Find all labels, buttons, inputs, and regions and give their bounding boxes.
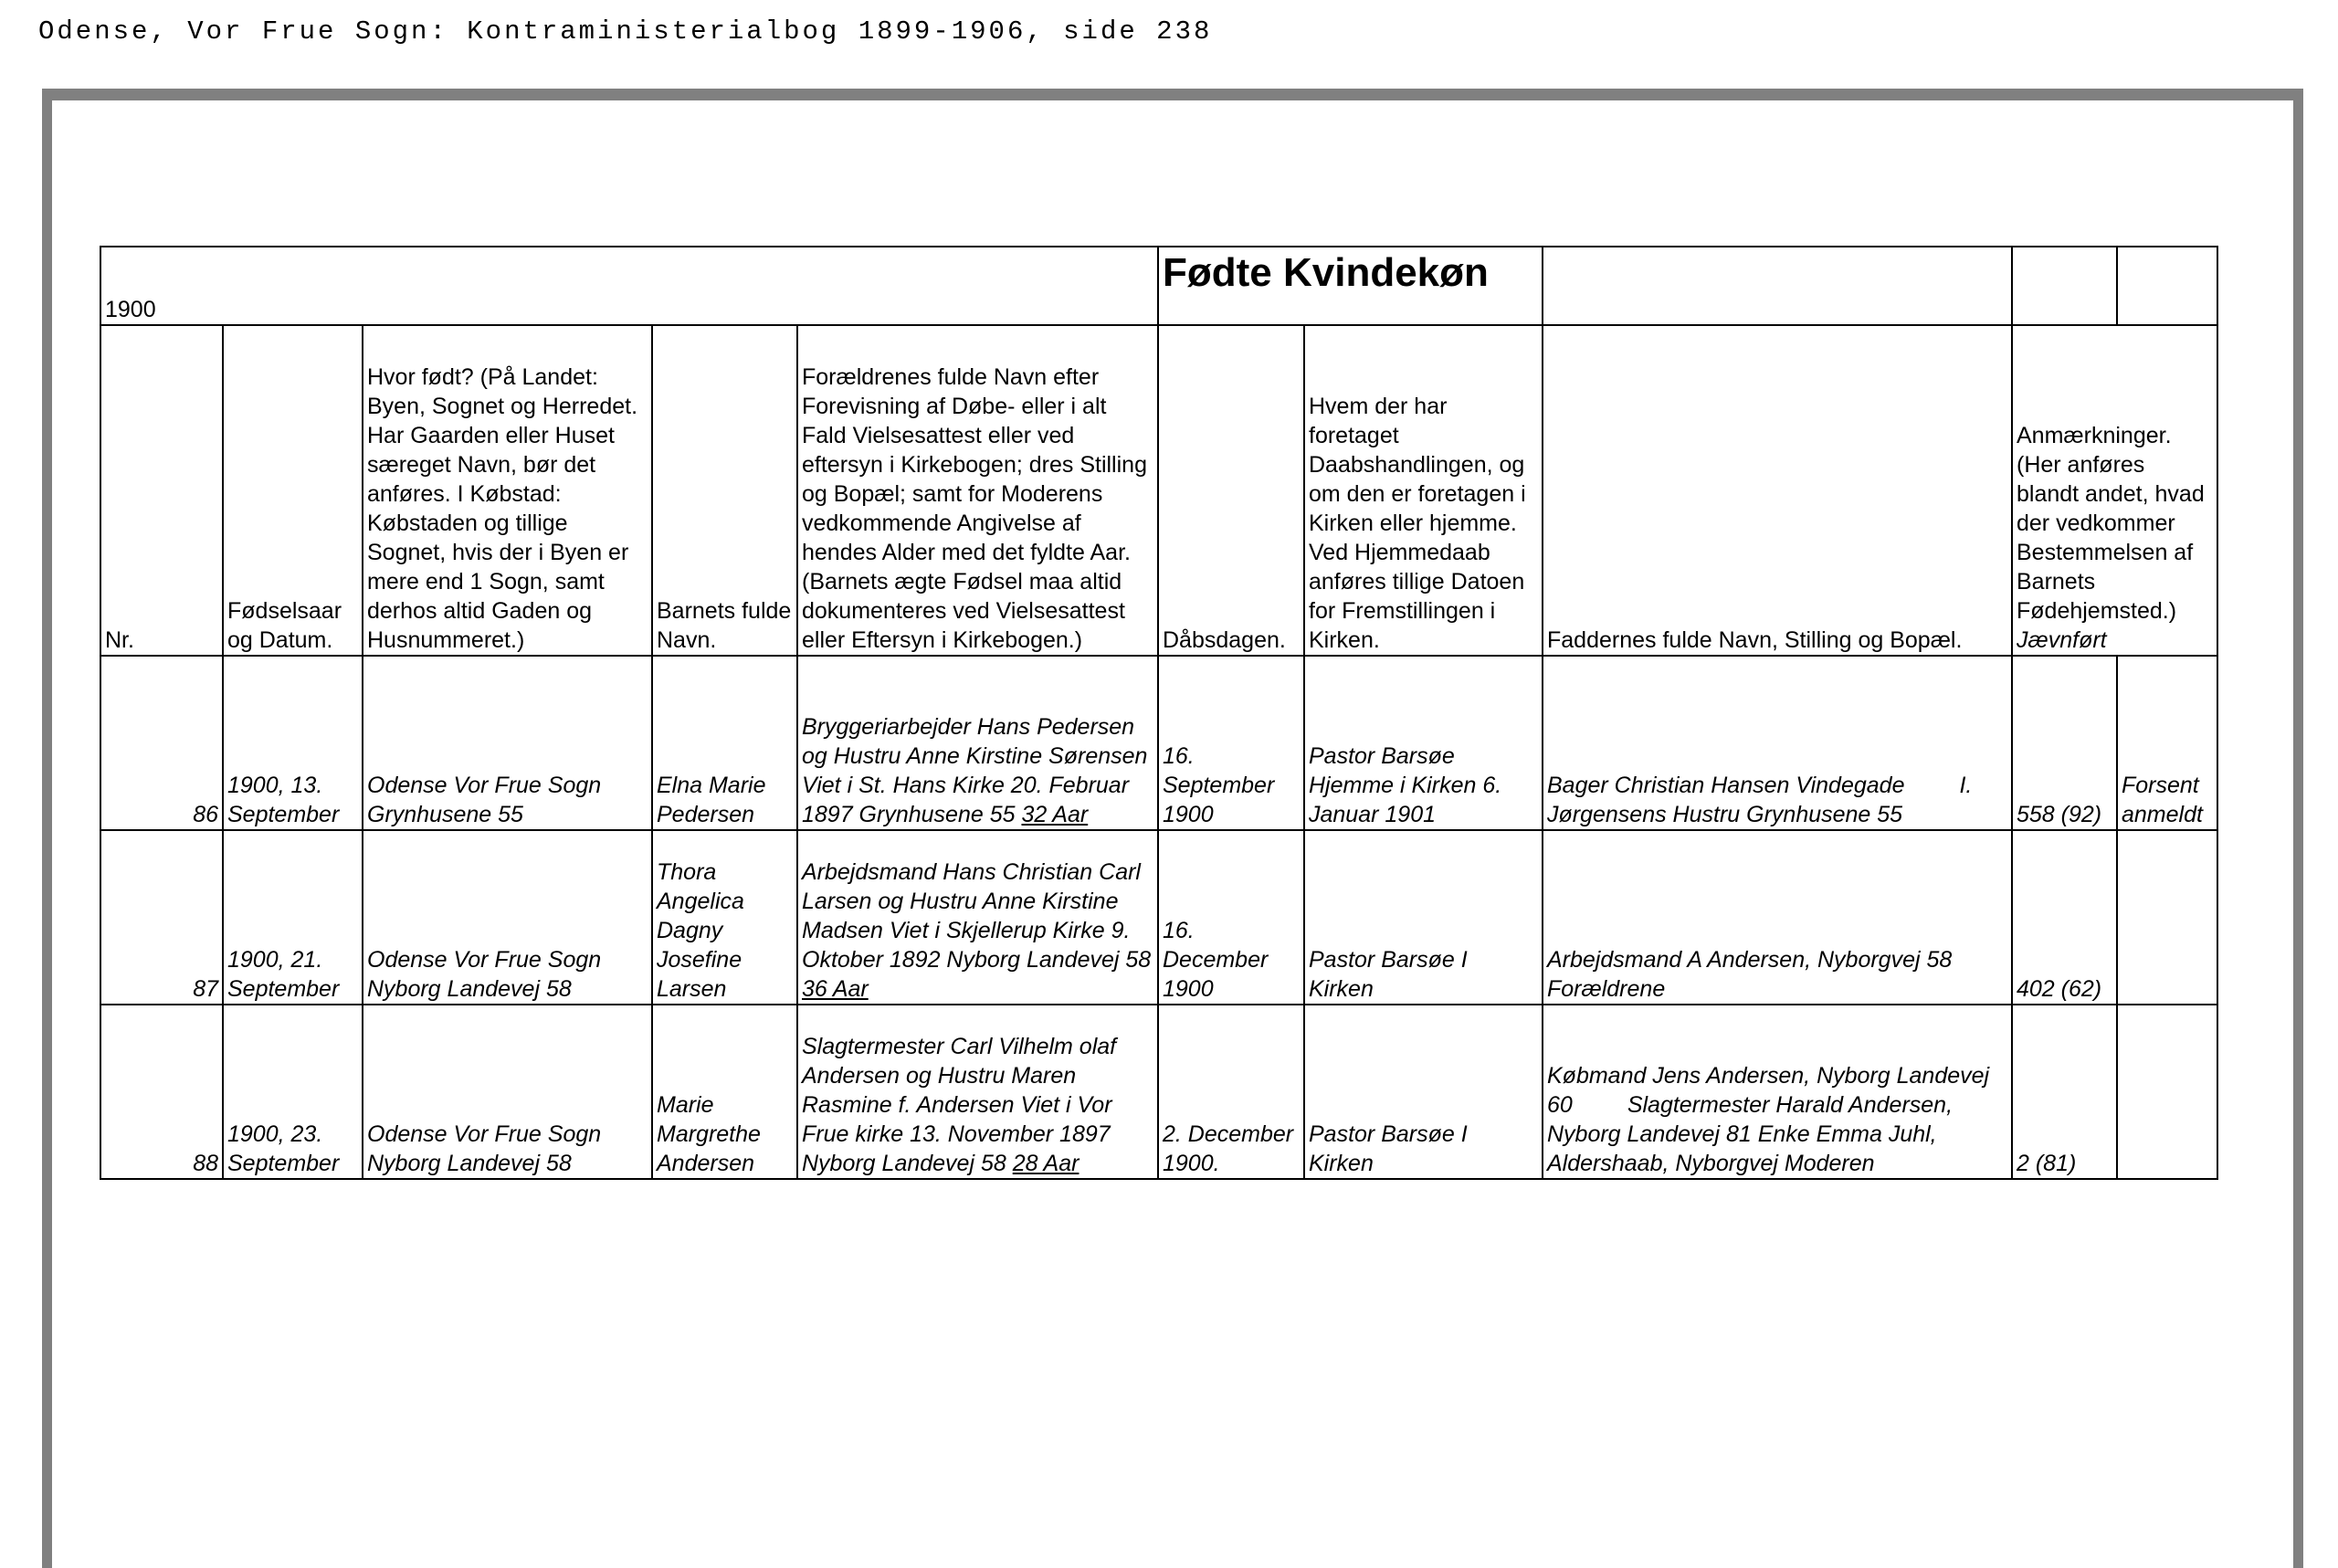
cell-birth: 1900, 23. September (223, 1005, 363, 1179)
header-baptism: Dåbsdagen. (1158, 325, 1304, 656)
cell-reference: 402 (62) (2012, 830, 2117, 1005)
godparents-line: Forældrene (1547, 976, 1666, 1002)
godparents-line: I. (1959, 773, 1973, 798)
godparents-line: Harald Andersen, Nyborg Landevej 81 Enke Emma Juhl, Aldershaab, Nyborgvej Moderen (1547, 1092, 1954, 1176)
cell-performed: Pastor Barsøe I Kirken (1304, 1005, 1543, 1179)
cell-name: Thora Angelica Dagny Josefine Larsen (652, 830, 797, 1005)
cell-birth: 1900, 13. September (223, 656, 363, 830)
mother-age: 28 Aar (1012, 1151, 1079, 1176)
register-title: Fødte Kvindekøn (1158, 247, 1543, 325)
cell-place: Odense Vor Frue Sogn Nyborg Landevej 58 (363, 1005, 652, 1179)
godparents-line: Bager Christian Hansen Vindegade (1547, 773, 1905, 798)
cell-reference: 2 (81) (2012, 1005, 2117, 1179)
cell-nr: 87 (100, 830, 223, 1005)
blank-header-cell (1543, 247, 2012, 325)
cell-parents (797, 1005, 1158, 1179)
cell-nr: 86 (100, 656, 223, 830)
parents-text: Slagtermester Carl Vilhelm olaf Andersen og Hustru Maren Rasmine f. Andersen Viet i Vor Frue kirke 13. November 1897 Nyborg Landevej 58 (802, 1034, 1117, 1176)
godparents-line: Arbejdsmand A Andersen, Nyborgvej 58 (1547, 947, 1953, 973)
cell-name: Elna Marie Pedersen (652, 656, 797, 830)
parents-text: Bryggeriarbejder Hans Pedersen og Hustru Anne Kirstine Sørensen Viet i St. Hans Kirke 20. Februar 1897 Grynhusene 55 (802, 714, 1148, 827)
cell-godparents (1543, 656, 2012, 830)
header-name: Barnets fulde Navn. (652, 325, 797, 656)
cell-note (2117, 1005, 2217, 1179)
cell-baptism: 2. December 1900. (1158, 1005, 1304, 1179)
parents-text: Arbejdsmand Hans Christian Carl Larsen og Hustru Anne Kirstine Madsen Viet i Skjellerup Kirke 9. Oktober 1892 Nyborg Landevej 58 (802, 859, 1152, 973)
header-birth: Fødselsaar og Datum. (223, 325, 363, 656)
header-parents: Forældrenes fulde Navn efter Forevisning af Døbe- eller i alt Fald Vielsesattest eller ved eftersyn i Kirkebogen; dres Stilling og Bopæl; samt for Moderens vedkommende Angivelse af hendes Alder med det fyldte Aar. (Barnets ægte Fødsel maa altid dokumenteres ved Vielsesattest eller Eftersyn i Kirkebogen.) (797, 325, 1158, 656)
birth-register-table (100, 246, 2218, 1180)
page-caption: Odense, Vor Frue Sogn: Kontraministerialbog 1899-1906, side 238 (38, 16, 1213, 47)
cell-parents (797, 830, 1158, 1005)
cell-note (2117, 830, 2217, 1005)
cell-reference: 558 (92) (2012, 656, 2117, 830)
header-nr: Nr. (100, 325, 223, 656)
blank-header-cell (2012, 247, 2117, 325)
cell-name: Marie Margrethe Andersen (652, 1005, 797, 1179)
header-place: Hvor født? (På Landet: Byen, Sognet og Herredet. Har Gaarden eller Huset særeget Navn, bør det anføres. I Købstad: Købstaden og tillige Sognet, hvis der i Byen er mere end 1 Sogn, samt derhos altid Gaden og Husnummeret.) (363, 325, 652, 656)
mother-age: 32 Aar (1021, 802, 1089, 827)
godparents-line: Jørgensens Hustru Grynhusene 55 (1547, 802, 1903, 827)
godparents-line: Købmand Jens Andersen, Nyborg Landevej 60 (1547, 1063, 1990, 1118)
blank-header-cell (2117, 247, 2217, 325)
cell-nr: 88 (100, 1005, 223, 1179)
header-godparents: Faddernes fulde Navn, Stilling og Bopæl. (1543, 325, 2012, 656)
cell-baptism: 16. December 1900 (1158, 830, 1304, 1005)
cell-place: Odense Vor Frue Sogn Grynhusene 55 (363, 656, 652, 830)
table-row (100, 1005, 2217, 1179)
table-row (100, 656, 2217, 830)
header-remarks (2012, 325, 2217, 656)
header-performed: Hvem der har foretaget Daabshandlingen, og om den er foretagen i Kirken eller hjemme. Ved Hjemmedaab anføres tillige Datoen for Fremstillingen i Kirken. (1304, 325, 1543, 656)
header-remarks-sub: Jævnført (2017, 627, 2107, 653)
header-remarks-text: Anmærkninger. (Her anføres blandt andet, hvad der vedkommer Bestemmelsen af Barnets Fødehjemsted.) (2017, 423, 2205, 624)
year-cell: 1900 (100, 247, 1158, 325)
table-row (100, 830, 2217, 1005)
cell-birth: 1900, 21. September (223, 830, 363, 1005)
cell-baptism: 16. September 1900 (1158, 656, 1304, 830)
cell-godparents (1543, 830, 2012, 1005)
mother-age: 36 Aar (802, 976, 869, 1002)
godparents-line: Slagtermester (1627, 1092, 1770, 1118)
cell-parents (797, 656, 1158, 830)
cell-godparents (1543, 1005, 2012, 1179)
cell-note: Forsent anmeldt (2117, 656, 2217, 830)
cell-performed: Pastor Barsøe Hjemme i Kirken 6. Januar 1901 (1304, 656, 1543, 830)
cell-place: Odense Vor Frue Sogn Nyborg Landevej 58 (363, 830, 652, 1005)
cell-performed: Pastor Barsøe I Kirken (1304, 830, 1543, 1005)
